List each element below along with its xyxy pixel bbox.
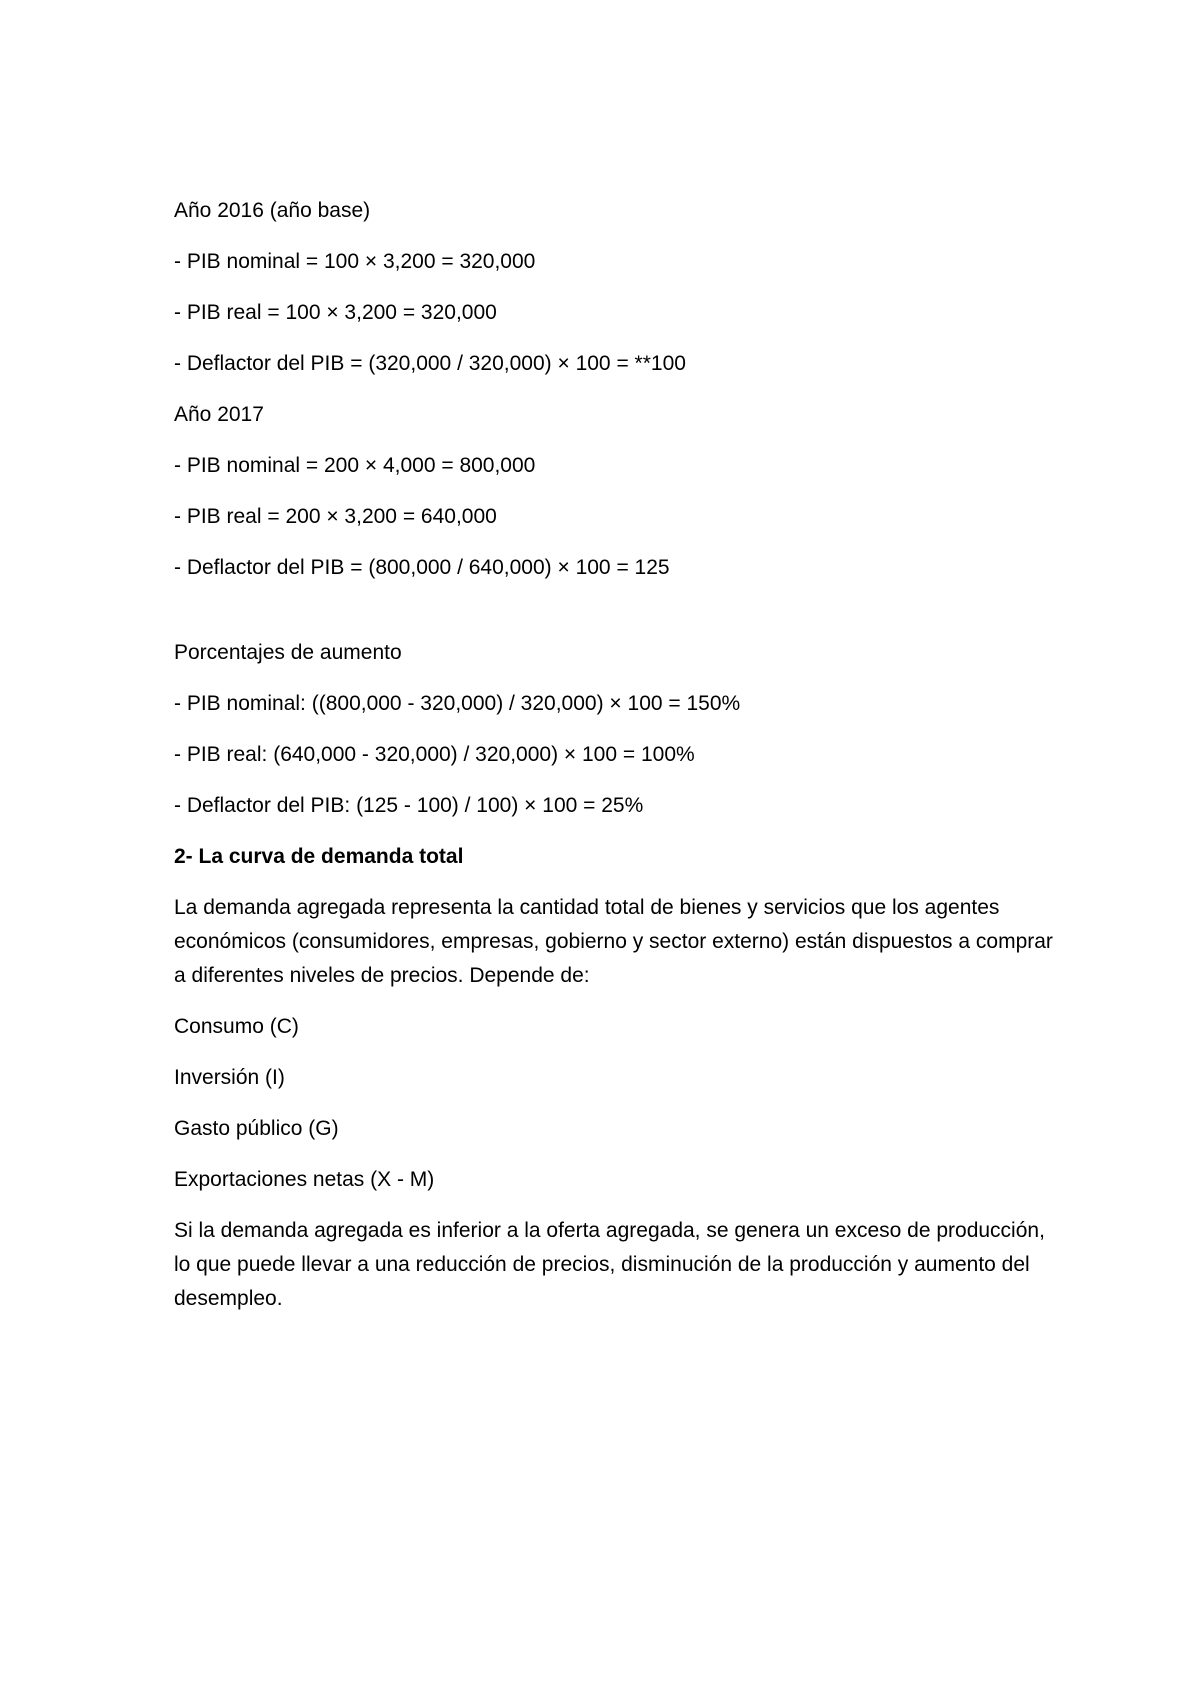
year-2016-title: Año 2016 (año base) [174,199,371,222]
year-2016-deflator: - Deflactor del PIB = (320,000 / 320,000) × 100 = **100 [174,352,686,375]
increases-title: Porcentajes de aumento [174,641,402,664]
year-2017-title: Año 2017 [174,403,264,426]
year-2017-nominal-gdp: - PIB nominal = 200 × 4,000 = 800,000 [174,454,536,477]
document-body [174,194,1054,1333]
increase-nominal-gdp: - PIB nominal: ((800,000 - 320,000) / 320,000) × 100 = 150% [174,692,741,715]
section-heading-demand: 2- La curva de demanda total [174,845,464,868]
increase-deflator: - Deflactor del PIB: (125 - 100) / 100) × 100 = 25% [174,794,644,817]
demand-conclusion-paragraph: Si la demanda agregada es inferior a la oferta agregada, se genera un exceso de producción, lo que puede llevar a una reducción de precios, disminución de la producción y aumento del desempleo. [174,1219,1045,1310]
year-2016-nominal-gdp: - PIB nominal = 100 × 3,200 = 320,000 [174,250,536,273]
year-2017-deflator: - Deflactor del PIB = (800,000 / 640,000) × 100 = 125 [174,556,670,579]
blank-line [174,602,1054,636]
increase-real-gdp: - PIB real: (640,000 - 320,000) / 320,000) × 100 = 100% [174,743,695,766]
component-investment: Inversión (I) [174,1066,285,1089]
year-2016-real-gdp: - PIB real = 100 × 3,200 = 320,000 [174,301,497,324]
demand-intro-paragraph: La demanda agregada representa la cantidad total de bienes y servicios que los agentes económicos (consumidores, empresas, gobierno y sector externo) están dispuestos a comprar a diferentes niveles de precios. Depende de: [174,896,1053,987]
component-net-exports: Exportaciones netas (X - M) [174,1168,435,1191]
component-public-spending: Gasto público (G) [174,1117,339,1140]
year-2017-real-gdp: - PIB real = 200 × 3,200 = 640,000 [174,505,497,528]
component-consumption: Consumo (C) [174,1015,299,1038]
